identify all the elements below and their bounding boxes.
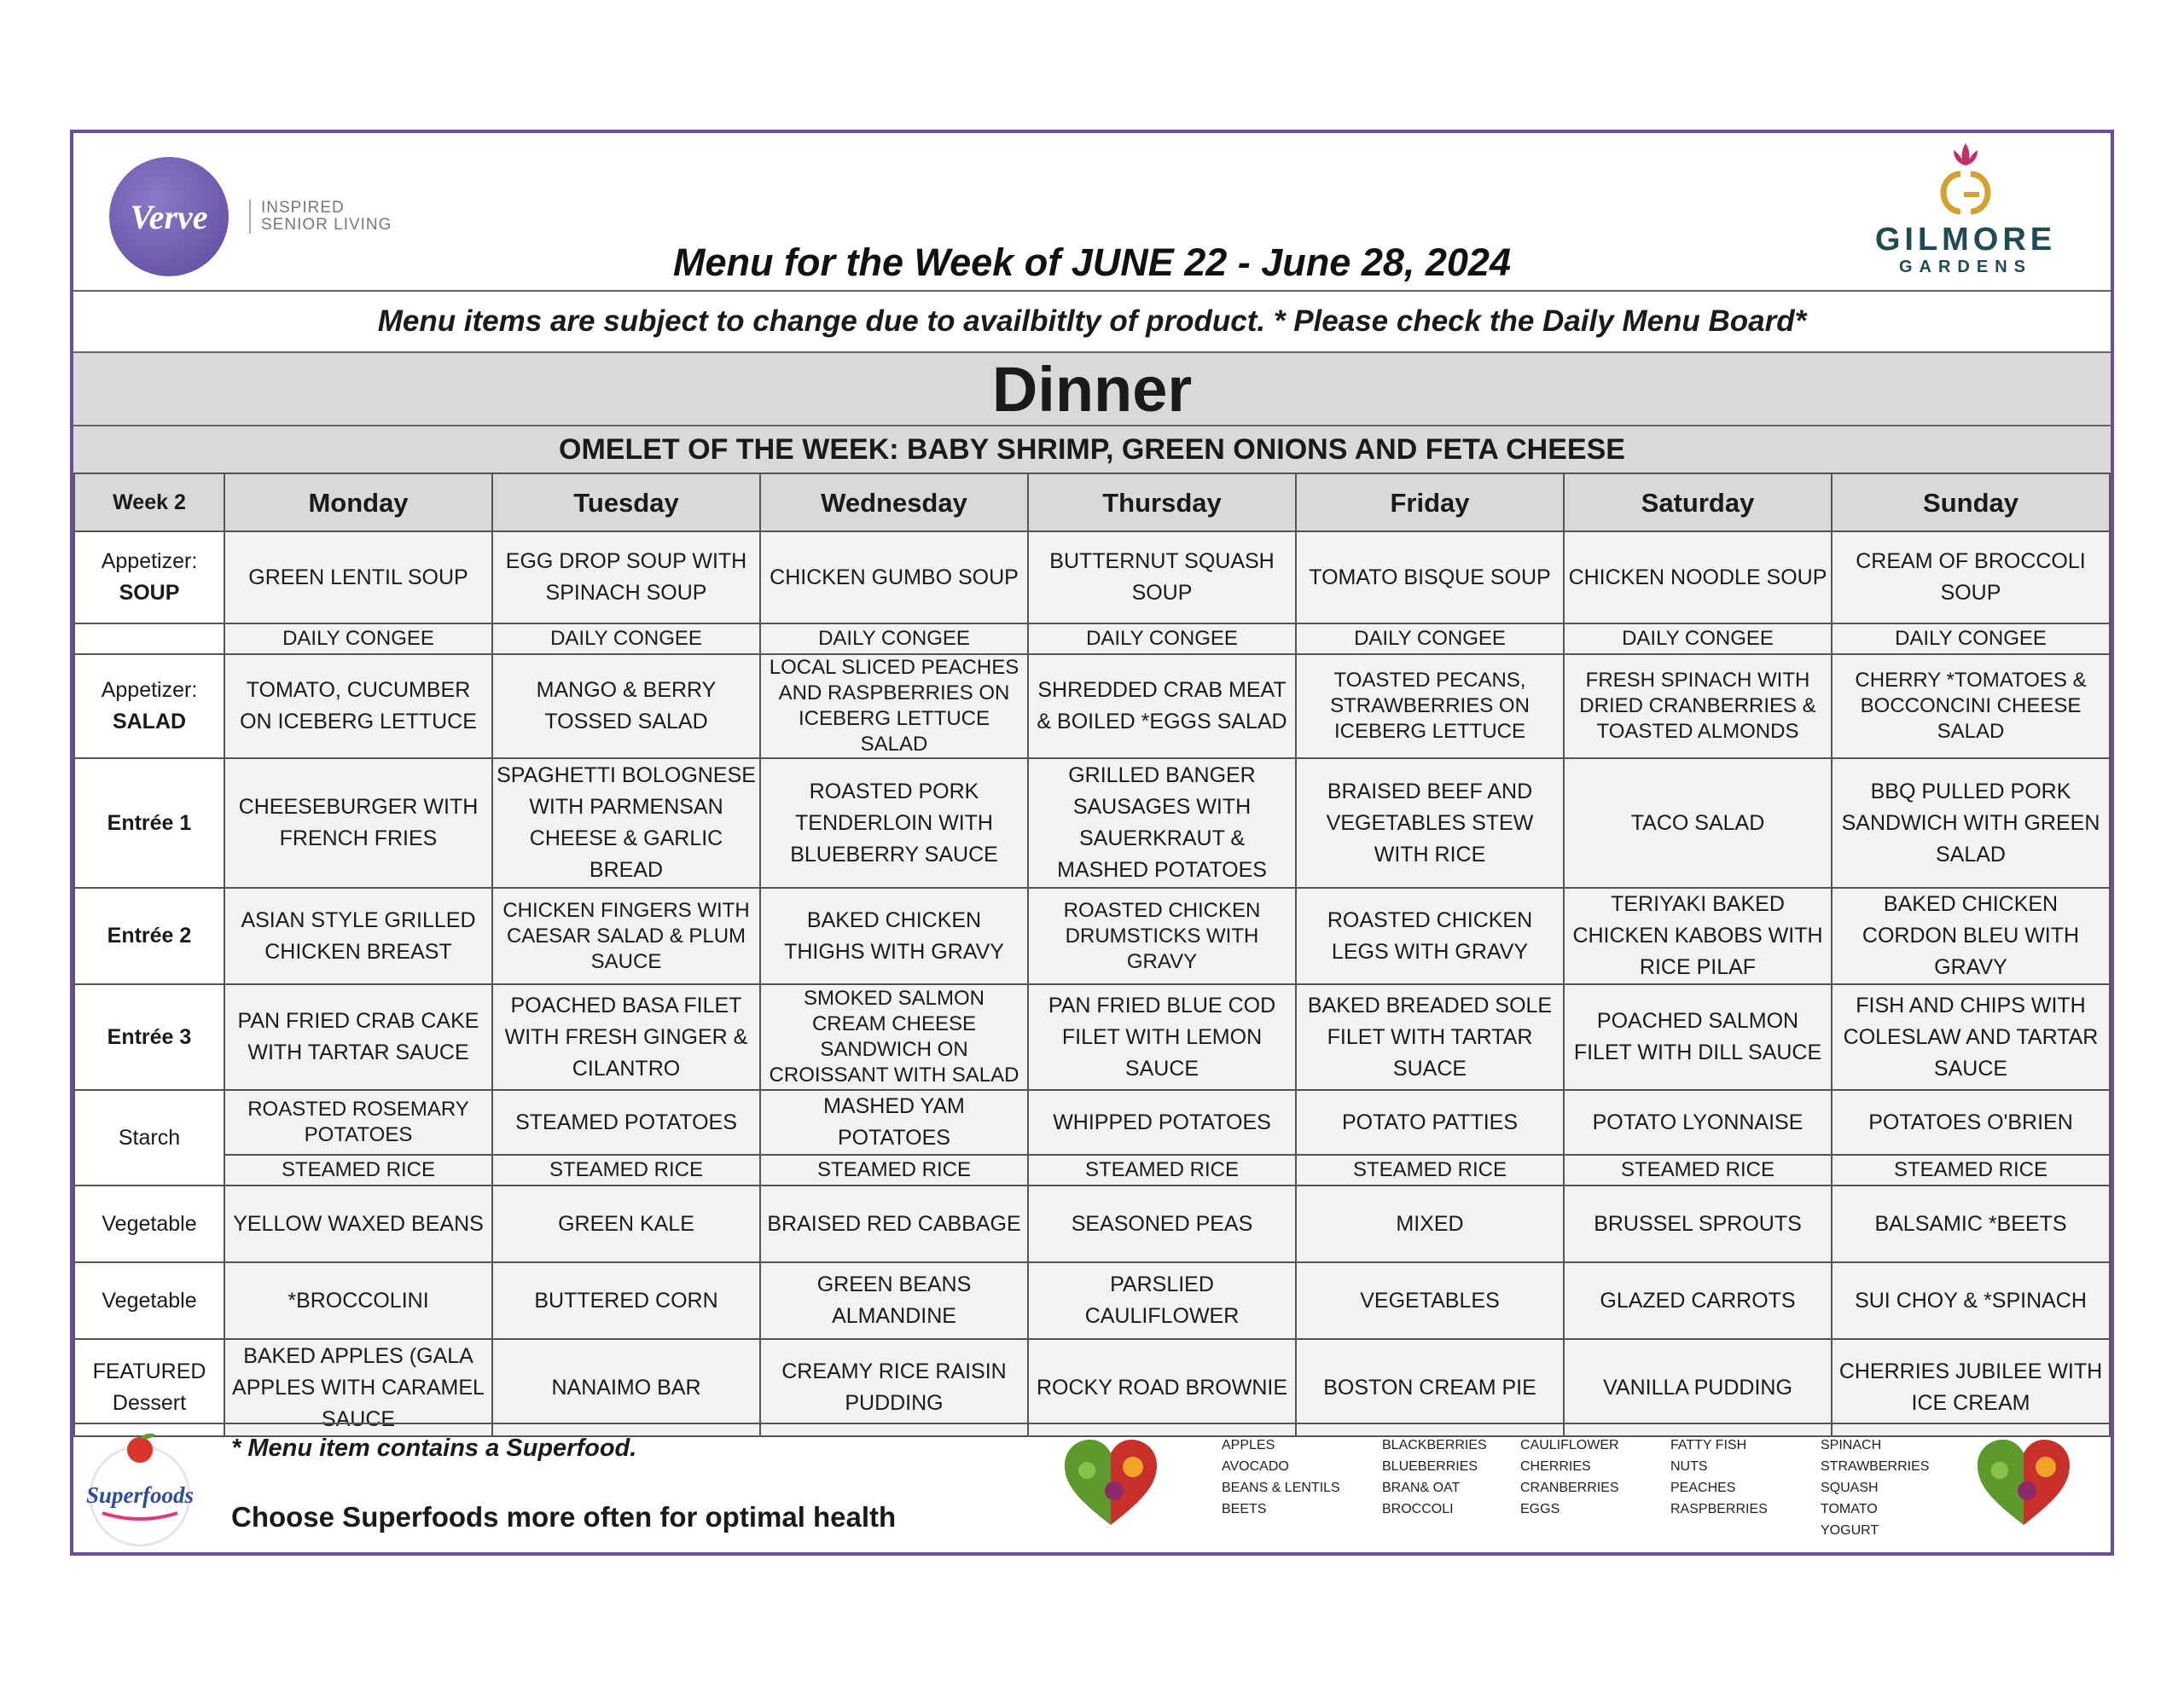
day-header: Sunday — [1832, 473, 2110, 531]
day-header: Wednesday — [760, 473, 1028, 531]
superfood-item: BEANS & LENTILS — [1222, 1481, 1340, 1495]
menu-cell: PAN FRIED BLUE COD FILET WITH LEMON SAUCE — [1028, 984, 1296, 1090]
menu-cell: GREEN BEANS ALMANDINE — [760, 1262, 1028, 1339]
superfood-item: CHERRIES — [1520, 1459, 1591, 1474]
superfood-item: SPINACH — [1821, 1438, 1882, 1452]
menu-cell: GRILLED BANGER SAUSAGES WITH SAUERKRAUT & MASHED POTATOES — [1028, 758, 1296, 888]
menu-cell: GLAZED CARROTS — [1564, 1262, 1832, 1339]
superfood-item: EGGS — [1520, 1502, 1560, 1516]
menu-cell: NANAIMO BAR — [492, 1339, 760, 1436]
verve-tagline — [249, 200, 392, 234]
menu-cell: POTATO LYONNAISE — [1564, 1090, 1832, 1155]
superfood-note: * Menu item contains a Superfood. — [231, 1435, 637, 1462]
menu-cell: ROASTED CHICKEN LEGS WITH GRAVY — [1296, 888, 1564, 984]
menu-cell: POACHED BASA FILET WITH FRESH GINGER & CILANTRO — [492, 984, 760, 1090]
fruit-heart-icon — [1060, 1436, 1162, 1530]
menu-cell: STEAMED POTATOES — [492, 1090, 760, 1155]
weekly-menu-table — [73, 472, 2111, 1437]
menu-header — [73, 133, 2111, 290]
menu-cell: CHERRY *TOMATOES & BOCCONCINI CHEESE SALAD — [1832, 654, 2110, 758]
menu-cell: BRUSSEL SPROUTS — [1564, 1186, 1832, 1262]
menu-cell: CHEESEBURGER WITH FRENCH FRIES — [224, 758, 492, 888]
menu-cell: CHICKEN NOODLE SOUP — [1564, 531, 1832, 623]
superfood-item: PEACHES — [1670, 1481, 1736, 1495]
menu-cell: BAKED BREADED SOLE FILET WITH TARTAR SUACE — [1296, 984, 1564, 1090]
menu-cell: FRESH SPINACH WITH DRIED CRANBERRIES & TOASTED ALMONDS — [1564, 654, 1832, 758]
row-label-soup — [74, 531, 224, 623]
menu-cell: DAILY CONGEE — [492, 623, 760, 654]
menu-cell: PARSLIED CAULIFLOWER — [1028, 1262, 1296, 1339]
row-label-line: Vegetable — [102, 1211, 197, 1236]
starch-row — [74, 1090, 2110, 1155]
day-header: Monday — [224, 473, 492, 531]
menu-cell: STEAMED RICE — [1832, 1155, 2110, 1186]
row-label-vegetable2 — [74, 1262, 224, 1339]
superfood-item: AVOCADO — [1222, 1459, 1289, 1474]
fruit-heart-icon — [1972, 1436, 2075, 1530]
superfood-item: SQUASH — [1821, 1481, 1879, 1495]
superfood-item: TOMATO — [1821, 1502, 1878, 1516]
menu-cell: BAKED APPLES (GALA APPLES WITH CARAMEL SAUCE — [224, 1339, 492, 1436]
superfood-item: CRANBERRIES — [1520, 1481, 1619, 1495]
superfood-list-2 — [1382, 1435, 1487, 1520]
day-header: Thursday — [1028, 473, 1296, 531]
lotus-monogram-icon — [1923, 138, 2008, 223]
menu-cell: SUI CHOY & *SPINACH — [1832, 1262, 2110, 1339]
menu-cell: DAILY CONGEE — [760, 623, 1028, 654]
menu-cell: CHICKEN GUMBO SOUP — [760, 531, 1028, 623]
menu-cell: GREEN LENTIL SOUP — [224, 531, 492, 623]
row-label-empty — [74, 623, 224, 654]
menu-cell: BALSAMIC *BEETS — [1832, 1186, 2110, 1262]
gilmore-wordmark: GILMORE — [1874, 222, 2057, 258]
week-title: Menu for the Week of JUNE 22 - June 28, 2024 — [673, 241, 1511, 284]
verve-tagline-line-2: SENIOR LIVING — [261, 216, 392, 234]
menu-cell: MASHED YAM POTATOES — [760, 1090, 1028, 1155]
vegetable1-row — [74, 1186, 2110, 1262]
entree3-row — [74, 984, 2110, 1090]
row-label-line: SOUP — [119, 581, 180, 605]
menu-cell: MIXED — [1296, 1186, 1564, 1262]
row-label-line: FEATURED — [92, 1359, 206, 1383]
rice-row — [74, 1155, 2110, 1186]
menu-cell: VEGETABLES — [1296, 1262, 1564, 1339]
row-label-line: Entrée 1 — [107, 810, 192, 835]
menu-cell: POTATOES O'BRIEN — [1832, 1090, 2110, 1155]
menu-cell: YELLOW WAXED BEANS — [224, 1186, 492, 1262]
menu-cell: BAKED CHICKEN CORDON BLEU WITH GRAVY — [1832, 888, 2110, 984]
menu-cell: FISH AND CHIPS WITH COLESLAW AND TARTAR SAUCE — [1832, 984, 2110, 1090]
superfood-choose: Choose Superfoods more often for optimal health — [231, 1501, 897, 1533]
row-label-dessert — [74, 1339, 224, 1436]
gardens-wordmark: GARDENS — [1898, 258, 2032, 276]
row-label-entree1 — [74, 758, 224, 888]
menu-cell: DAILY CONGEE — [224, 623, 492, 654]
menu-cell: *BROCCOLINI — [224, 1262, 492, 1339]
menu-cell: CREAMY RICE RAISIN PUDDING — [760, 1339, 1028, 1436]
menu-cell: ROASTED PORK TENDERLOIN WITH BLUEBERRY SAUCE — [760, 758, 1028, 888]
superfood-item: NUTS — [1670, 1459, 1708, 1474]
verve-tagline-line-1: INSPIRED — [261, 199, 345, 217]
superfood-item: RASPBERRIES — [1670, 1502, 1768, 1516]
row-label-entree3 — [74, 984, 224, 1090]
menu-cell: DAILY CONGEE — [1564, 623, 1832, 654]
menu-cell: GREEN KALE — [492, 1186, 760, 1262]
superfoods-logo — [80, 1431, 200, 1551]
menu-cell: ROASTED CHICKEN DRUMSTICKS WITH GRAVY — [1028, 888, 1296, 984]
soup-row — [74, 531, 2110, 623]
menu-cell: LOCAL SLICED PEACHES AND RASPBERRIES ON ICEBERG LETTUCE SALAD — [760, 654, 1028, 758]
menu-cell: SMOKED SALMON CREAM CHEESE SANDWICH ON CROISSANT WITH SALAD — [760, 984, 1028, 1090]
row-label-vegetable1 — [74, 1186, 224, 1262]
superfood-list-1 — [1222, 1435, 1340, 1520]
row-label-line: Appetizer: — [101, 678, 198, 702]
menu-cell: PAN FRIED CRAB CAKE WITH TARTAR SAUCE — [224, 984, 492, 1090]
week-label: Week 2 — [74, 473, 224, 531]
menu-cell: STEAMED RICE — [1028, 1155, 1296, 1186]
day-header: Saturday — [1564, 473, 1832, 531]
vegetable2-row — [74, 1262, 2110, 1339]
menu-cell: DAILY CONGEE — [1296, 623, 1564, 654]
row-label-line: Dessert — [112, 1391, 187, 1415]
salad-row — [74, 654, 2110, 758]
menu-cell: ROASTED ROSEMARY POTATOES — [224, 1090, 492, 1155]
row-label-line: Entrée 2 — [107, 924, 192, 948]
superfood-item: BRAN& OAT — [1382, 1481, 1461, 1495]
menu-cell: DAILY CONGEE — [1832, 623, 2110, 654]
superfood-item: BLACKBERRIES — [1382, 1438, 1487, 1452]
superfood-item: BLUEBERRIES — [1382, 1459, 1478, 1474]
menu-cell: SHREDDED CRAB MEAT & BOILED *EGGS SALAD — [1028, 654, 1296, 758]
verve-logo-text: Verve — [130, 197, 208, 236]
meal-title: Dinner — [73, 351, 2111, 425]
menu-cell: DAILY CONGEE — [1028, 623, 1296, 654]
menu-cell: STEAMED RICE — [1296, 1155, 1564, 1186]
row-label-line: SALAD — [112, 710, 187, 733]
menu-cell: STEAMED RICE — [224, 1155, 492, 1186]
menu-cell: WHIPPED POTATOES — [1028, 1090, 1296, 1155]
menu-frame — [70, 130, 2114, 1556]
menu-cell: POACHED SALMON FILET WITH DILL SAUCE — [1564, 984, 1832, 1090]
menu-cell: STEAMED RICE — [492, 1155, 760, 1186]
menu-cell: SPAGHETTI BOLOGNESE WITH PARMENSAN CHEESE & GARLIC BREAD — [492, 758, 760, 888]
menu-cell: CHICKEN FINGERS WITH CAESAR SALAD & PLUM SAUCE — [492, 888, 760, 984]
menu-cell: BUTTERNUT SQUASH SOUP — [1028, 531, 1296, 623]
row-label-line: Entrée 3 — [107, 1024, 192, 1049]
menu-cell: CREAM OF BROCCOLI SOUP — [1832, 531, 2110, 623]
dessert-row — [74, 1339, 2110, 1436]
day-header: Friday — [1296, 473, 1564, 531]
menu-cell: BOSTON CREAM PIE — [1296, 1339, 1564, 1436]
superfood-item: BROCCOLI — [1382, 1502, 1454, 1516]
superfood-list-3 — [1520, 1435, 1619, 1520]
superfoods-logo-text: Superfoods — [85, 1482, 195, 1508]
superfood-item: STRAWBERRIES — [1821, 1459, 1930, 1474]
day-header-row — [74, 473, 2110, 531]
superfood-item: BEETS — [1222, 1502, 1267, 1516]
row-label-line: Appetizer: — [101, 549, 198, 573]
superfood-item: CAULIFLOWER — [1520, 1438, 1619, 1452]
row-label-entree2 — [74, 888, 224, 984]
superfood-list-5 — [1821, 1435, 1929, 1541]
row-label-line: Starch — [118, 1125, 181, 1150]
menu-cell: CHERRIES JUBILEE WITH ICE CREAM — [1832, 1339, 2110, 1436]
superfoods-footer — [73, 1423, 2111, 1556]
menu-cell: EGG DROP SOUP WITH SPINACH SOUP — [492, 531, 760, 623]
day-header: Tuesday — [492, 473, 760, 531]
menu-cell: BUTTERED CORN — [492, 1262, 760, 1339]
availability-notice: Menu items are subject to change due to availbitlty of product. * Please check the Daily Menu Board* — [73, 290, 2111, 351]
menu-cell: TOASTED PECANS, STRAWBERRIES ON ICEBERG LETTUCE — [1296, 654, 1564, 758]
superfood-list-4 — [1670, 1435, 1768, 1520]
menu-cell: ASIAN STYLE GRILLED CHICKEN BREAST — [224, 888, 492, 984]
menu-cell: BRAISED RED CABBAGE — [760, 1186, 1028, 1262]
menu-cell: MANGO & BERRY TOSSED SALAD — [492, 654, 760, 758]
entree2-row — [74, 888, 2110, 984]
superfood-item: APPLES — [1222, 1438, 1275, 1452]
menu-cell: VANILLA PUDDING — [1564, 1339, 1832, 1436]
entree1-row — [74, 758, 2110, 888]
menu-cell: TOMATO BISQUE SOUP — [1296, 531, 1564, 623]
row-label-starch — [74, 1090, 224, 1186]
gilmore-gardens-logo — [1855, 133, 2077, 290]
menu-cell: BAKED CHICKEN THIGHS WITH GRAVY — [760, 888, 1028, 984]
menu-cell: SEASONED PEAS — [1028, 1186, 1296, 1262]
congee-row — [74, 623, 2110, 654]
menu-cell: TOMATO, CUCUMBER ON ICEBERG LETTUCE — [224, 654, 492, 758]
menu-cell: ROCKY ROAD BROWNIE — [1028, 1339, 1296, 1436]
omelet-of-the-week: OMELET OF THE WEEK: BABY SHRIMP, GREEN ONIONS AND FETA CHEESE — [73, 425, 2111, 472]
superfood-item: FATTY FISH — [1670, 1438, 1747, 1452]
menu-cell: STEAMED RICE — [760, 1155, 1028, 1186]
superfood-item: YOGURT — [1821, 1523, 1879, 1538]
menu-cell: TACO SALAD — [1564, 758, 1832, 888]
menu-cell: STEAMED RICE — [1564, 1155, 1832, 1186]
menu-cell: BBQ PULLED PORK SANDWICH WITH GREEN SALAD — [1832, 758, 2110, 888]
menu-cell: BRAISED BEEF AND VEGETABLES STEW WITH RICE — [1296, 758, 1564, 888]
menu-cell: POTATO PATTIES — [1296, 1090, 1564, 1155]
row-label-line: Vegetable — [102, 1288, 197, 1313]
menu-cell: TERIYAKI BAKED CHICKEN KABOBS WITH RICE PILAF — [1564, 888, 1832, 984]
row-label-salad — [74, 654, 224, 758]
